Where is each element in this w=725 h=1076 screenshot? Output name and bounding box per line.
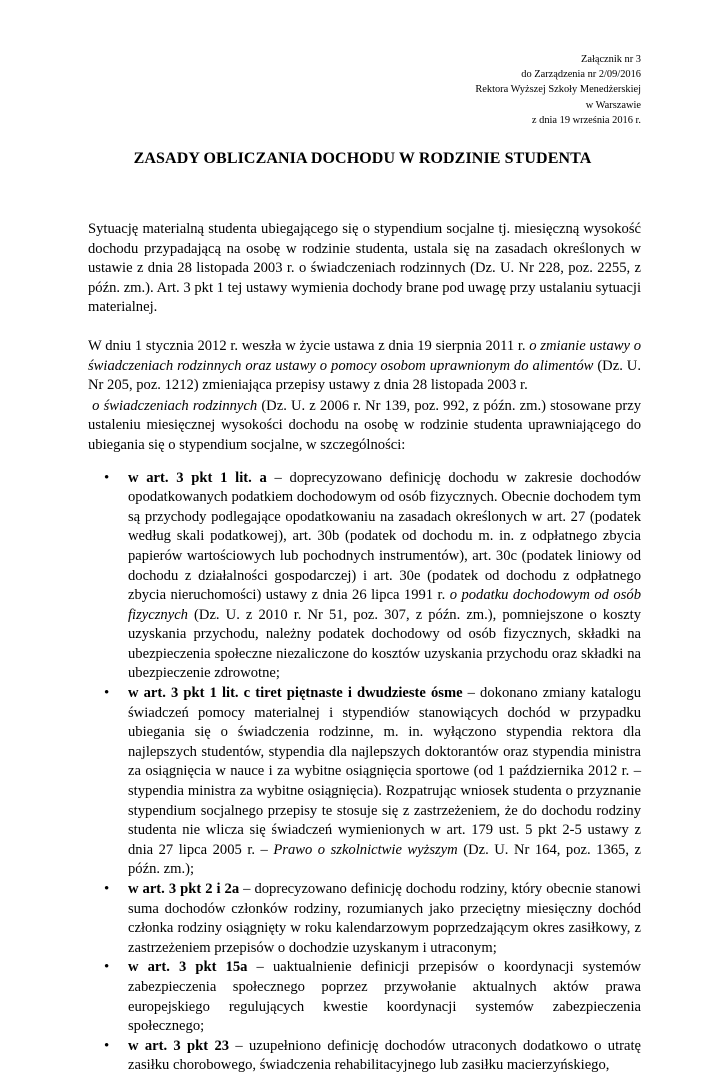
article-ref: w art. 3 pkt 15a	[128, 959, 248, 976]
list-item	[88, 469, 641, 685]
header-line: Załącznik nr 3	[580, 54, 641, 65]
italic-run: Prawo o szkolnictwie wyższym	[273, 841, 458, 858]
article-ref: w art. 3 pkt 2 i 2a	[128, 881, 240, 897]
text-run: (Dz. U. Nr 164, poz. 1365, z późn. zm.);	[128, 841, 641, 878]
paragraph-amendment-cont	[88, 397, 641, 456]
article-ref: w art. 3 pkt 1 lit. a	[128, 469, 267, 486]
header-line: w Warszawie	[585, 99, 641, 111]
bullet-marker: •	[104, 685, 110, 702]
text-run: – dokonano zmiany katalogu świadczeń pomocy materialnej i stypendiów stanowiących dochód w przypadku ubiegania się o świadczenia rodzinne, m. in. wyłączono stypendia rektora dla najlepszych studentów, stypendia dla najlepszych doktorantów oraz stypendia ministra za osiągnięcia w nauce i za wybitne osiągnięcia sportowe (od 1 października 2012 r. – stypendia ministra za wybitne osiągnięcia). Rozpatrując wniosek studenta o przyznanie stypendium socjalnego przepisy te stosuje się z zastrzeżeniem, że do dochodu rodziny studenta nie wlicza się świadczeń wymienionych w art. 179 ust. 5 pkt 2-5 ustawy z dnia 27 lipca 2005 r. –	[128, 685, 641, 858]
document-title: ZASADY OBLICZANIA DOCHODU W RODZINIE STUDENTA	[133, 150, 592, 167]
list-item	[88, 1037, 641, 1076]
document-body	[88, 220, 641, 1076]
paragraph-amendment	[88, 337, 641, 396]
list-item	[88, 958, 641, 1036]
text-run: (Dz. U. z 2006 r. Nr 139, poz. 992, z późn. zm.) stosowane przy ustaleniu miesięcznej wysokości dochodu na osobę w rodzinie studenta uprawniającego do ubiegania się o stypendium socjalne, w szczególności:	[88, 397, 641, 453]
header-line: do Zarządzenia nr 2/09/2016	[521, 69, 641, 81]
text-run: – uaktualnienie definicji przepisów o koordynacji systemów zabezpieczenia społecznego poprzez przywołanie aktualnych aktów prawa europejskiego regulujących kwestie koordynacji systemów zabezpieczenia społecznego;	[128, 959, 641, 1035]
header-line: Rektora Wyższej Szkoły Menedżerskiej	[475, 84, 641, 96]
text-run: W dniu 1 stycznia 2012 r. weszła w życie ustawa z dnia 19 sierpnia 2011 r.	[88, 337, 530, 354]
header-line: z dnia 19 września 2016 r.	[531, 114, 641, 126]
article-ref: w art. 3 pkt 1 lit. c tiret piętnaste i dwudzieste ósme	[128, 685, 463, 702]
attachment-header	[475, 52, 641, 128]
text-run: (Dz. U. Nr 205, poz. 1212) zmieniająca przepisy ustawy z dnia 28 listopada 2003 r.	[88, 357, 641, 394]
italic-run: o podatku dochodowym od osób fizycznych	[128, 587, 641, 623]
list-item	[88, 684, 641, 880]
paragraph-intro: Sytuację materialną studenta ubiegającego się o stypendium socjalne tj. miesięczną wysokość dochodu przypadającą na osobę w rodzinie studenta, ustala się na zasadach określonych w ustawie z dnia 28 listopada 2003 r. o świadczeniach rodzinnych (Dz. U. Nr 228, poz. 2255, z późn. zm.). Art. 3 pkt 1 tej ustawy wymienia dochody brane pod uwagę przy ustalaniu sytuacji materialnej.	[88, 221, 641, 316]
italic-run: o zmianie ustawy o świadczeniach rodzinnych oraz ustawy o pomocy osobom uprawnionym do alimentów	[88, 337, 641, 374]
list-item	[88, 880, 641, 958]
article-ref: w art. 3 pkt 23	[128, 1037, 230, 1054]
text-run: – doprecyzowano definicję dochodu w zakresie dochodów opodatkowanych podatkiem dochodowym od osób fizycznych. Obecnie dochodem tym są przychody podlegające opodatkowaniu na zasadach określonych w art. 27 (podatek według skali podatkowej), art. 30b (podatek od dochodu m. in. z odpłatnego zbycia papierów wartościowych lub pochodnych instrumentów), art. 30c (podatek liniowy od dochodu z działalności gospodarczej) i art. 30e (podatek od dochodu z odpłatnego zbycia nieruchomości) ustawy z dnia 26 lipca 1991 r.	[128, 469, 641, 604]
italic-run: o świadczeniach rodzinnych	[92, 397, 258, 414]
bullet-marker: •	[104, 1037, 110, 1054]
text-run: (Dz. U. z 2010 r. Nr 51, poz. 307, z późn. zm.), pomniejszone o koszty uzyskania przychodu, należny podatek dochodowy od osób fizycznych, składki na ubezpieczenia społeczne niezaliczone do kosztów uzyskania przychodu oraz składki na ubezpieczenie zdrowotne;	[128, 606, 641, 682]
bullet-marker: •	[104, 959, 110, 976]
changes-list	[88, 469, 641, 1076]
bullet-marker: •	[104, 881, 110, 897]
text-run: – uzupełniono definicję dochodów utraconych dodatkowo o utratę zasiłku chorobowego, świadczenia rehabilitacyjnego lub zasiłku macierzyńskiego,	[128, 1037, 641, 1074]
text-run: – doprecyzowano definicję dochodu rodziny, który obecnie stanowi suma dochodów członków rodziny, rozumianych jako przeciętny miesięczny dochód członka rodziny osiągnięty w roku kalendarzowym poprzedzającym okres zasiłkowy, z zastrzeżeniem przepisów o dochodzie uzyskanym i utraconym;	[128, 881, 641, 956]
bullet-marker: •	[104, 469, 110, 486]
